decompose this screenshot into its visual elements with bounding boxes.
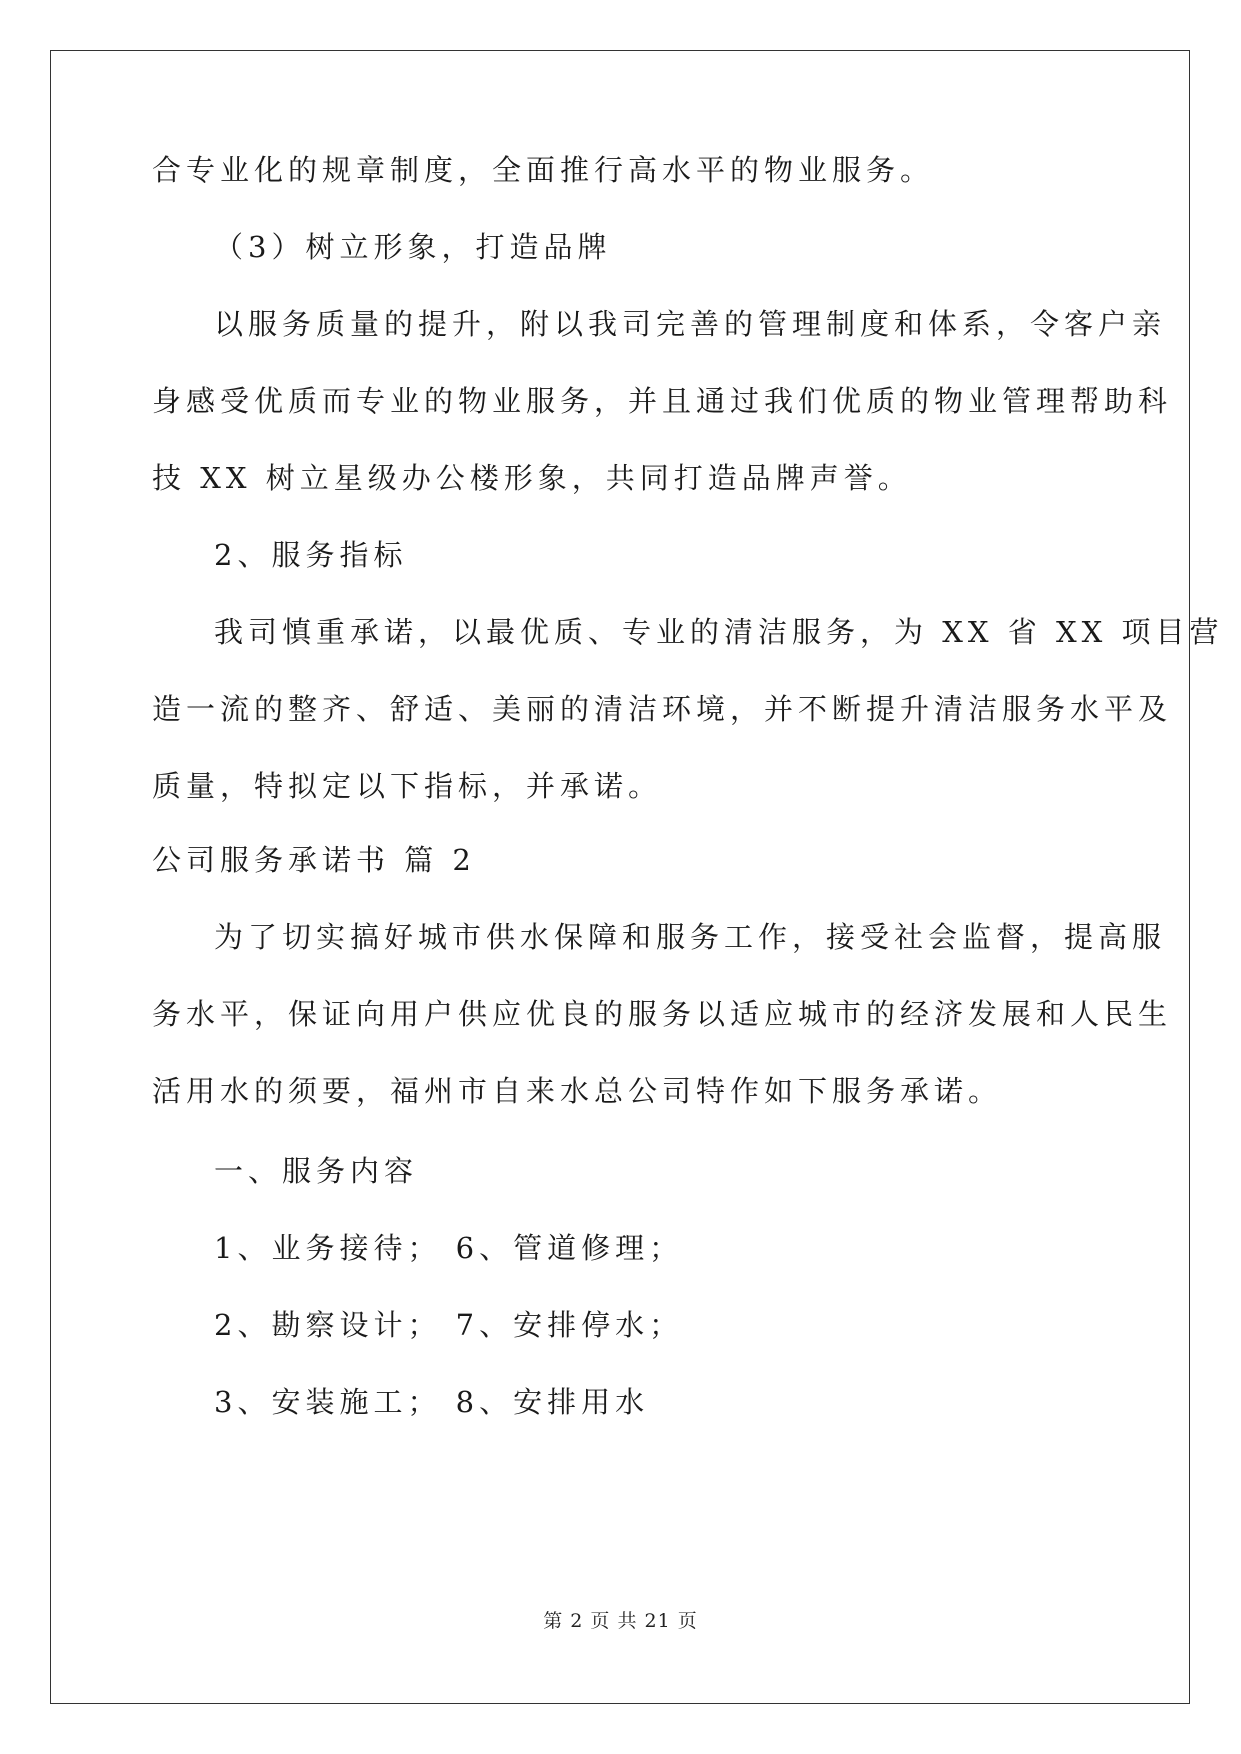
- section-heading: 2、服务指标: [214, 538, 408, 572]
- paragraph-line: 合专业化的规章制度，全面推行高水平的物业服务。: [152, 153, 935, 187]
- paragraph-line: 活用水的须要，福州市自来水总公司特作如下服务承诺。: [152, 1074, 1003, 1108]
- paragraph-line: 为了切实搞好城市供水保障和服务工作，接受社会监督，提高服: [214, 920, 1167, 954]
- section-heading: 一、服务内容: [214, 1154, 419, 1188]
- list-item: 1、业务接待； 6、管道修理；: [214, 1231, 684, 1265]
- paragraph-line: 技 XX 树立星级办公楼形象，共同打造品牌声誉。: [152, 461, 912, 495]
- document-title: 公司服务承诺书 篇 2: [152, 843, 476, 877]
- paragraph-line: 身感受优质而专业的物业服务，并且通过我们优质的物业管理帮助科: [152, 384, 1173, 418]
- list-item: 3、安装施工； 8、安排用水: [214, 1385, 650, 1419]
- list-item: 2、勘察设计； 7、安排停水；: [214, 1308, 684, 1342]
- paragraph-line: 质量，特拟定以下指标，并承诺。: [152, 769, 663, 803]
- page-number-footer: 第 2 页 共 21 页: [543, 1610, 698, 1632]
- paragraph-line: 我司慎重承诺，以最优质、专业的清洁服务，为 XX 省 XX 项目营: [214, 615, 1224, 649]
- paragraph-line: 务水平，保证向用户供应优良的服务以适应城市的经济发展和人民生: [152, 997, 1173, 1031]
- paragraph-line: 以服务质量的提升，附以我司完善的管理制度和体系，令客户亲: [214, 307, 1167, 341]
- section-heading: （3）树立形象，打造品牌: [214, 230, 612, 264]
- paragraph-line: 造一流的整齐、舒适、美丽的清洁环境，并不断提升清洁服务水平及: [152, 692, 1173, 726]
